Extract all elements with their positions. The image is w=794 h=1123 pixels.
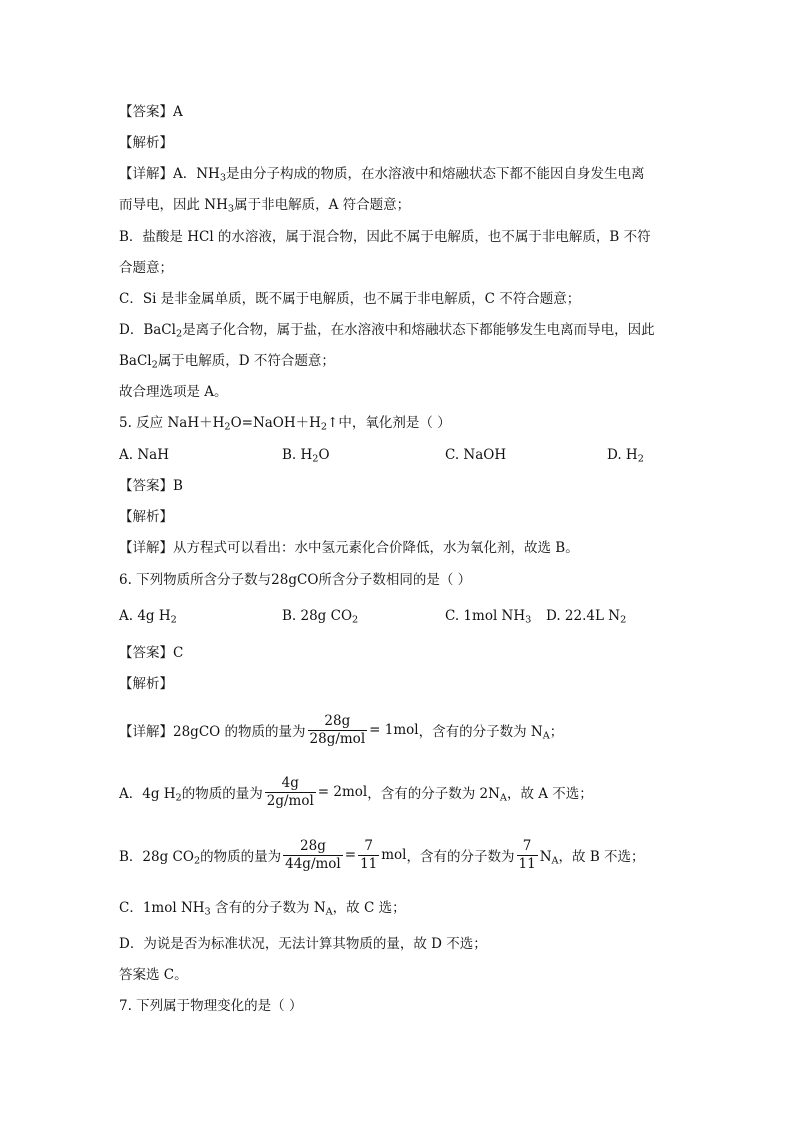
q4-option-c-line: C．Si 是非金属单质，既不属于电解质，也不属于非电解质，C 不符合题意； [119, 291, 581, 307]
q4-option-d-line-2: BaCl$_2$属于电解质，D 不符合题意； [119, 353, 335, 371]
q6-option-b-fraction-3: $\frac{7}{11}$ [518, 837, 536, 872]
q5-option-d: D. $H_2$ [607, 447, 644, 465]
q6-detail-fraction: $\frac{28g}{\text{28g/mol}}$ [309, 712, 366, 747]
q6-answer: 【答案】C [119, 645, 184, 661]
q5-answer: 【答案】B [119, 478, 183, 494]
q6-option-b-fraction-2: $\frac{7}{11}$ [360, 837, 378, 872]
q4-option-b-line-2: 合题意； [119, 260, 173, 276]
q4-option-d-line-1: D．BaCl$_2$是离子化合物，属于盐，在水溶液中和熔融状态下都能够发生电离而导电，因此 [119, 322, 655, 340]
q7-stem: 7. 下列属于物理变化的是（ ） [119, 998, 303, 1014]
q6-option-a: A. 4g $H_2$ [119, 608, 177, 626]
q5-stem: 5. 反应 $NaH+H_2O=NaOH+H_2↑$中，氧化剂是（ ） [119, 415, 451, 433]
q6-conclusion: 答案选 C。 [119, 967, 188, 983]
q4-answer: 【答案】A [119, 104, 183, 120]
q6-option-d: D. 22.4L $N_2$ [546, 608, 627, 626]
q5-detail: 【详解】从方程式可以看出：水中氢元素化合价降低，水为氧化剂，故选 B。 [119, 540, 579, 556]
q6-option-c: C. 1mol $NH_3$ [445, 608, 532, 626]
q4-detail-line-2: 而导电，因此 $NH_3$属于非电解质，A 符合题意； [119, 197, 411, 215]
q6-detail-equation: 【详解】28gCO 的物质的量为 $\frac{28g}{\text{28g/mol}}$ = 1mol ，含有的分子数为 $N_A$； [119, 712, 564, 747]
q4-detail-line-1: 【详解】A．$NH_3$是由分子构成的物质，在水溶液中和熔融状态下都不能因自身发生电离 [119, 166, 645, 184]
q5-option-c: C. NaOH [445, 447, 507, 463]
q6-option-d-line: D．为说是否为标准状况，无法计算其物质的量，故 D 不选； [119, 936, 487, 952]
q6-option-a-equation: A．4g $H_2$的物质的量为 $\frac{4g}{\text{2g/mol}}$ = 2mol ，含有的分子数为 $2N_A$，故 A 不选； [119, 774, 593, 809]
q4-option-b-line-1: B．盐酸是 HCl 的水溶液，属于混合物，因此不属于电解质，也不属于非电解质，B 不符 [119, 229, 651, 245]
q6-option-c-line: C．1mol $NH_3$ 含有的分子数为 $N_A$，故 C 选； [119, 900, 406, 918]
q4-conclusion: 故合理选项是 A。 [119, 384, 228, 400]
q5-option-a: A. NaH [119, 447, 169, 463]
q4-analysis-heading: 【解析】 [119, 135, 173, 151]
q6-option-b-equation: B．28g $CO_2$的物质的量为 $\frac{28g}{\text{44g/mol}}$ = $\frac{7}{11}$ mol ，含有的分子数为 $\frac{7}{11}$ $N_A$，故 B 不选； [119, 837, 645, 872]
q6-option-a-fraction: $\frac{4g}{\text{2g/mol}}$ [266, 774, 314, 809]
q5-option-b: B. $H_2O$ [282, 447, 330, 465]
q6-analysis-heading: 【解析】 [119, 676, 173, 692]
q6-option-b-fraction-1: $\frac{28g}{\text{44g/mol}}$ [285, 837, 341, 872]
q6-stem: 6. 下列物质所含分子数与28gCO所含分子数相同的是（ ） [119, 572, 472, 588]
q6-option-b: B. 28g $CO_2$ [282, 608, 359, 626]
q5-analysis-heading: 【解析】 [119, 509, 173, 525]
